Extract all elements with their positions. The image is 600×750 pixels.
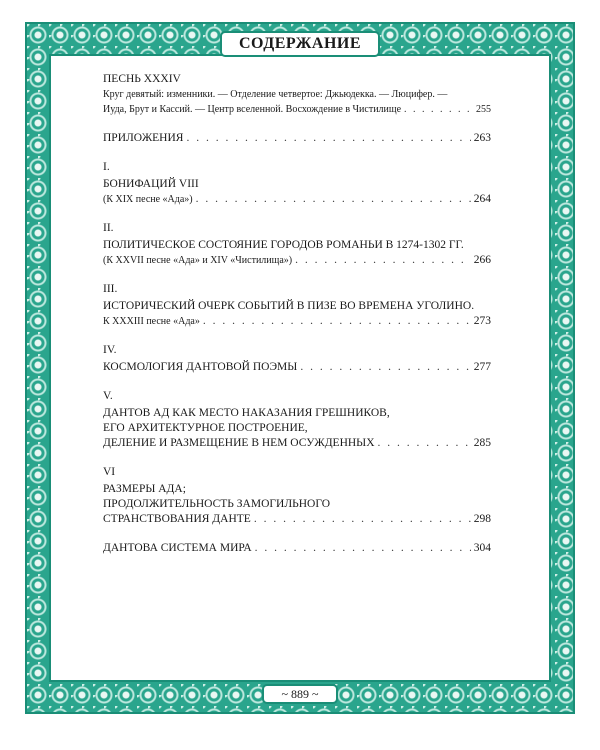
leader-dots — [196, 192, 471, 207]
toc-title: БОНИФАЦИЙ VIII — [103, 178, 199, 190]
toc-leader-row — [103, 253, 491, 268]
toc-title: ДАНТОВА СИСТЕМА МИРА — [103, 542, 252, 554]
table-of-contents — [103, 72, 491, 570]
page-number-box — [262, 684, 338, 704]
toc-subtitle: (К XXVII песне «Ада» и XIV «Чистилища») — [103, 255, 293, 266]
toc-numeral: V. — [103, 390, 113, 402]
page-title-text: СОДЕРЖАНИЕ — [238, 35, 362, 52]
toc-summary-line: Иуда, Брут и Кассий. — Центр вселенной. Восхождение в Чистилище — [103, 104, 402, 115]
leader-dots — [255, 541, 471, 556]
toc-numeral: II. — [103, 222, 114, 234]
toc-title-line: ДЕЛЕНИЕ И РАЗМЕЩЕНИЕ В НЕМ ОСУЖДЕННЫХ — [103, 437, 375, 449]
toc-numeral: III. — [103, 283, 118, 295]
toc-entry-4 — [103, 343, 491, 375]
toc-entry-canto-34 — [103, 72, 491, 117]
leader-dots — [378, 436, 471, 451]
toc-title-line: РАЗМЕРЫ АДА; — [103, 483, 186, 495]
toc-entry-3 — [103, 282, 491, 329]
toc-leader-row — [103, 102, 491, 117]
toc-leader-row — [103, 541, 491, 556]
toc-entry-2 — [103, 221, 491, 268]
toc-title: ИСТОРИЧЕСКИЙ ОЧЕРК СОБЫТИЙ В ПИЗЕ ВО ВРЕМЕНА УГОЛИНО. — [103, 300, 475, 312]
toc-heading: ПЕСНЬ XXXIV — [103, 73, 181, 85]
toc-entry-6 — [103, 465, 491, 527]
toc-entry-5 — [103, 389, 491, 451]
toc-page-number: 266 — [473, 254, 491, 266]
toc-title-line: ДАНТОВ АД КАК МЕСТО НАКАЗАНИЯ ГРЕШНИКОВ, — [103, 407, 390, 419]
toc-summary-line: Круг девятый: изменники. — Отделение четвертое: Джьюдекка. — Люцифер. — — [103, 89, 448, 100]
toc-page-number: 285 — [473, 437, 491, 449]
toc-page-number: 304 — [473, 542, 491, 554]
leader-dots — [404, 102, 473, 117]
toc-entry-world-system — [103, 541, 491, 556]
page-title — [220, 31, 380, 57]
toc-subtitle: (К XIX песне «Ада») — [103, 194, 193, 205]
toc-page-number: 264 — [473, 193, 491, 205]
toc-leader-row — [103, 314, 491, 329]
toc-leader-row — [103, 360, 491, 375]
leader-dots — [203, 314, 471, 329]
page-number: ~ 889 ~ — [281, 687, 319, 701]
leader-dots — [254, 512, 471, 527]
toc-page-number: 277 — [473, 361, 491, 373]
toc-leader-row — [103, 512, 491, 527]
toc-leader-row — [103, 131, 491, 146]
toc-page-number: 273 — [473, 315, 491, 327]
toc-entry-1 — [103, 160, 491, 207]
toc-title-line: СТРАНСТВОВАНИЯ ДАНТЕ — [103, 513, 251, 525]
leader-dots — [186, 131, 470, 146]
toc-leader-row — [103, 192, 491, 207]
toc-numeral: IV. — [103, 344, 117, 356]
leader-dots — [295, 253, 471, 268]
toc-page-number: 298 — [473, 513, 491, 525]
toc-entry-appendices — [103, 131, 491, 146]
toc-title-line: ПРОДОЛЖИТЕЛЬНОСТЬ ЗАМОГИЛЬНОГО — [103, 498, 331, 510]
toc-page-number: 263 — [473, 132, 491, 144]
toc-leader-row — [103, 436, 491, 451]
toc-page-number: 255 — [476, 104, 491, 115]
toc-numeral: VI — [103, 466, 116, 478]
toc-title: ПРИЛОЖЕНИЯ — [103, 132, 184, 144]
toc-numeral: I. — [103, 161, 110, 173]
toc-subtitle: К XXXIII песне «Ада» — [103, 316, 200, 327]
toc-title-line: ЕГО АРХИТЕКТУРНОЕ ПОСТРОЕНИЕ, — [103, 422, 308, 434]
leader-dots — [300, 360, 470, 375]
toc-title: ПОЛИТИЧЕСКОЕ СОСТОЯНИЕ ГОРОДОВ РОМАНЬИ В 1274-1302 ГГ. — [103, 239, 464, 251]
toc-title: КОСМОЛОГИЯ ДАНТОВОЙ ПОЭМЫ — [103, 361, 298, 373]
